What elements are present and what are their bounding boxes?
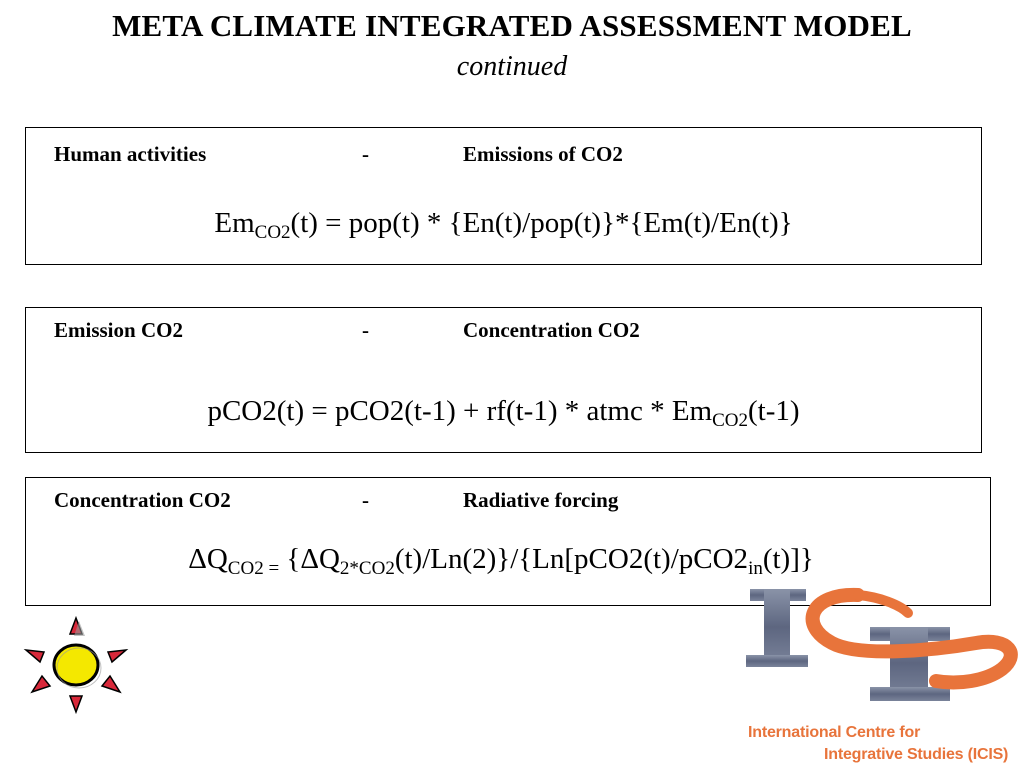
eq-subscript: CO2 = xyxy=(227,558,280,579)
eq-part: ΔQ xyxy=(188,543,228,575)
section-source: Emission CO2 xyxy=(54,318,183,342)
section-human-activities xyxy=(25,127,982,265)
equation-concentration xyxy=(26,394,981,431)
section-source: Human activities xyxy=(54,142,207,166)
eq-part: (t-1) xyxy=(748,395,800,427)
section-dash: - xyxy=(362,142,369,166)
icis-name-line2: Integrative Studies (ICIS) xyxy=(824,746,1009,763)
eq-subscript: CO2 xyxy=(254,222,291,243)
eq-part: (t) = pop(t) * {En(t)/pop(t)}*{Em(t)/En(t)} xyxy=(290,207,793,239)
sun-logo-icon xyxy=(22,614,130,716)
section-dash: - xyxy=(362,488,369,512)
eq-part: Em xyxy=(214,207,255,239)
eq-part: {ΔQ xyxy=(279,543,340,575)
icis-name-line1: International Centre for xyxy=(748,724,921,741)
slide-subtitle: continued xyxy=(456,51,568,82)
equation-emissions xyxy=(26,206,981,243)
eq-part: (t)/Ln(2)}/{Ln[pCO2(t)/pCO2 xyxy=(394,543,749,575)
slide-title: META CLIMATE INTEGRATED ASSESSMENT MODEL xyxy=(112,8,912,43)
equation-radiative-forcing xyxy=(26,542,990,579)
section-emission-co2 xyxy=(25,307,982,453)
section-target: Radiative forcing xyxy=(463,488,619,512)
section-dash: - xyxy=(362,318,369,342)
eq-part: (t)]} xyxy=(762,543,814,575)
icis-logo-icon xyxy=(740,585,1022,703)
eq-subscript: CO2 xyxy=(712,410,749,431)
eq-subscript: in xyxy=(748,558,763,579)
eq-part: pCO2(t) = pCO2(t-1) + rf(t-1) * atmc * Em xyxy=(207,395,713,427)
section-target: Emissions of CO2 xyxy=(463,142,623,166)
eq-subscript: 2*CO2 xyxy=(339,558,395,579)
section-target: Concentration CO2 xyxy=(463,318,640,342)
section-source: Concentration CO2 xyxy=(54,488,231,512)
